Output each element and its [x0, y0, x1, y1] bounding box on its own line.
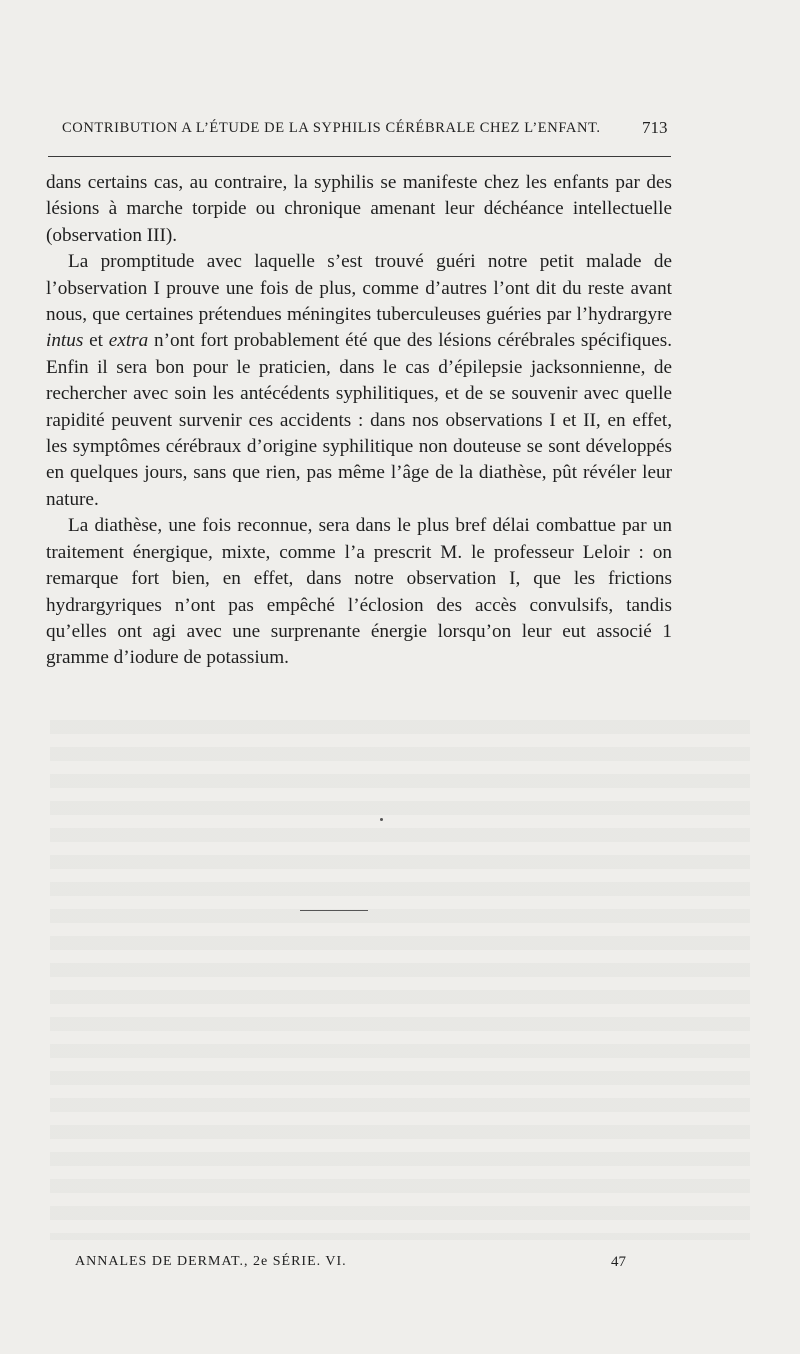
- paragraph-2-part-a: La promptitude avec laquelle s’est trouvé guéri notre petit malade de l’observation I prouve une fois de plus, comme d’autres l’ont dit du reste avant nous, que certaines prétendues méningites tuberculeuses guéries par l’hydrargyre: [46, 251, 672, 326]
- section-end-rule: [300, 910, 368, 911]
- journal-signature-line: ANNALES DE DERMAT., 2e SÉRIE. VI.: [75, 1254, 347, 1269]
- paragraph-2: [46, 249, 672, 513]
- page-speck: [380, 818, 383, 821]
- page-number: 713: [642, 118, 668, 137]
- sheet-signature-number: 47: [611, 1254, 626, 1270]
- body-text: [46, 170, 672, 672]
- italic-intus: intus: [46, 330, 84, 352]
- paragraph-3: La diathèse, une fois reconnue, sera dans le plus bref délai combattue par un traitement énergique, mixte, comme l’a prescrit M. le professeur Leloir : on remarque fort bien, en effet, dans notre observation I, que les frictions hydrargyriques n’ont pas empêché l’éclosion des accès convulsifs, tandis qu’elles ont agi avec une surprenante énergie lorsqu’on leur eut associé 1 gramme d’iodure de potassium.: [46, 515, 672, 669]
- header-rule: [48, 156, 671, 157]
- paragraph-2-part-b: n’ont fort probablement été que des lésions cérébrales spécifiques. Enfin il sera bon pour le praticien, dans le cas d’épilepsie jacksonnienne, de rechercher avec soin les antécédents syphilitiques, et de se souvenir avec quelle rapidité peuvent survenir ces accidents : dans nos observations I et II, en effet, les symptômes cérébraux d’origine syphilitique non douteuse se sont développés en quelques jours, sans que rien, pas même l’âge de la diathèse, pût révéler leur nature.: [46, 330, 672, 510]
- paragraph-2-and: et: [83, 330, 109, 352]
- show-through-texture: [50, 720, 750, 1240]
- italic-extra: extra: [108, 330, 149, 352]
- running-title: CONTRIBUTION A L’ÉTUDE DE LA SYPHILIS CÉRÉBRALE CHEZ L’ENFANT.: [62, 120, 601, 136]
- paragraph-1: dans certains cas, au contraire, la syphilis se manifeste chez les enfants par des lésions à marche torpide ou chronique amenant leur déchéance intellectuelle (observation III).: [46, 172, 672, 246]
